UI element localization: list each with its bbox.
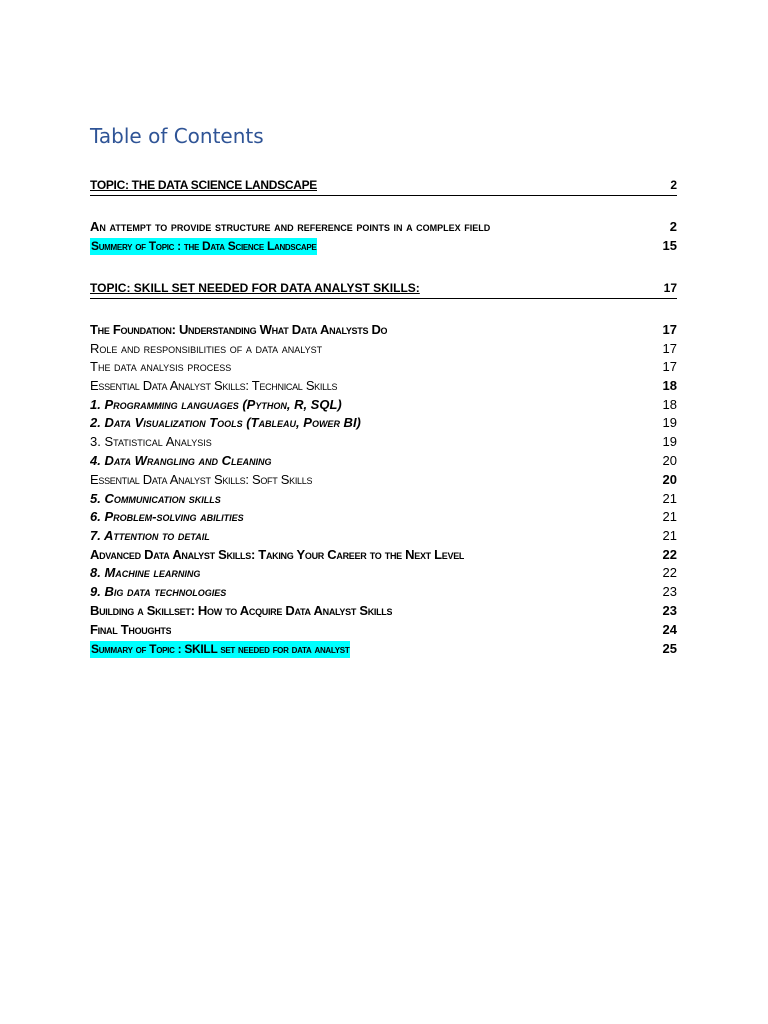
- toc-entry-label: 1. Programming languages (Python, R, SQL): [90, 397, 342, 412]
- toc-entry-label: TOPIC: SKILL SET NEEDED FOR DATA ANALYST SKILLS:: [90, 281, 420, 295]
- toc-entry-topic-2[interactable]: [90, 280, 677, 299]
- toc-entry-page: 24: [662, 622, 677, 637]
- toc-entry[interactable]: [90, 564, 677, 582]
- toc-entry-page: 22: [662, 565, 677, 580]
- toc-entry-label: [90, 237, 317, 255]
- toc-entry-summary-2[interactable]: [90, 640, 677, 658]
- toc-entry[interactable]: [90, 396, 677, 414]
- toc-entry-label: 7. Attention to detail: [90, 528, 210, 543]
- toc-entry-page: 17: [662, 359, 677, 374]
- toc-entry[interactable]: [90, 490, 677, 508]
- toc-entry-page: 18: [662, 397, 677, 412]
- toc-title: Table of Contents: [90, 124, 264, 148]
- toc-entry-summary-1[interactable]: [90, 237, 677, 255]
- toc-entry-topic-1[interactable]: [90, 177, 677, 196]
- toc-entry[interactable]: [90, 433, 677, 451]
- toc-entry-page: 20: [662, 453, 677, 468]
- toc-entry-page: 17: [662, 341, 677, 356]
- toc-entry-page: 15: [662, 238, 677, 253]
- toc-entry-page: 19: [662, 415, 677, 430]
- toc-entry-label: Essential Data Analyst Skills: Soft Skills: [90, 472, 313, 487]
- toc-entry-label: TOPIC: THE DATA SCIENCE LANDSCAPE: [90, 178, 318, 192]
- toc-entry[interactable]: [90, 602, 677, 620]
- toc-entry-page: 17: [662, 322, 677, 337]
- toc-entry-label: The Foundation: Understanding What Data Analysts Do: [90, 322, 388, 337]
- toc-entry-label: Final Thoughts: [90, 622, 172, 637]
- toc-entry-label: Building a Skillset: How to Acquire Data Analyst Skills: [90, 603, 393, 618]
- toc-entry[interactable]: [90, 414, 677, 432]
- toc-entry-label: Essential Data Analyst Skills: Technical Skills: [90, 378, 338, 393]
- toc-entry-page: 22: [662, 547, 677, 562]
- toc-entry-page: 2: [670, 178, 677, 192]
- toc-entry-page: 21: [662, 528, 677, 543]
- highlighted-text: Summery of Topic : the Data Science Landscape: [91, 239, 317, 253]
- toc-entry-label: An attempt to provide structure and reference points in a complex field: [90, 219, 491, 234]
- toc-entry-label: The data analysis process: [90, 359, 232, 374]
- toc-entry-page: 20: [662, 472, 677, 487]
- toc-entry[interactable]: [90, 527, 677, 545]
- toc-entry-page: 23: [662, 584, 677, 599]
- toc-entry[interactable]: [90, 583, 677, 601]
- toc-entry-page: 18: [662, 378, 677, 393]
- toc-entry-page: 21: [662, 491, 677, 506]
- toc-entry-page: 25: [662, 641, 677, 656]
- toc-entry-page: 2: [669, 219, 677, 234]
- toc-entry-page: 17: [663, 281, 677, 295]
- toc-entry-label: [90, 640, 350, 658]
- toc-entry-label: Role and responsibilities of a data analyst: [90, 341, 323, 356]
- toc-entry[interactable]: [90, 546, 677, 564]
- toc-entry-page: 23: [662, 603, 677, 618]
- toc-entry-label: 2. Data Visualization Tools (Tableau, Power BI): [90, 415, 361, 430]
- toc-entry[interactable]: [90, 218, 677, 236]
- toc-entry-page: 21: [662, 509, 677, 524]
- toc-entry-label: 4. Data Wrangling and Cleaning: [90, 453, 272, 468]
- toc-entry[interactable]: [90, 340, 677, 358]
- toc-entry-label: 9. Big data technologies: [90, 584, 227, 599]
- toc-entry[interactable]: [90, 452, 677, 470]
- toc-entry[interactable]: [90, 358, 677, 376]
- toc-entry-label: 5. Communication skills: [90, 491, 221, 506]
- toc-entry[interactable]: [90, 621, 677, 639]
- toc-entry[interactable]: [90, 508, 677, 526]
- toc-entry-page: 19: [662, 434, 677, 449]
- toc-entry[interactable]: [90, 377, 677, 395]
- toc-entry[interactable]: [90, 321, 677, 339]
- highlighted-text: Summary of Topic : SKILL set needed for data analyst: [91, 642, 350, 656]
- toc-entry-label: 3. Statistical Analysis: [90, 434, 212, 449]
- toc-entry-label: Advanced Data Analyst Skills: Taking Your Career to the Next Level: [90, 547, 465, 562]
- toc-entry-label: 6. Problem-solving abilities: [90, 509, 244, 524]
- toc-entry-label: 8. Machine learning: [90, 565, 201, 580]
- toc-entry[interactable]: [90, 471, 677, 489]
